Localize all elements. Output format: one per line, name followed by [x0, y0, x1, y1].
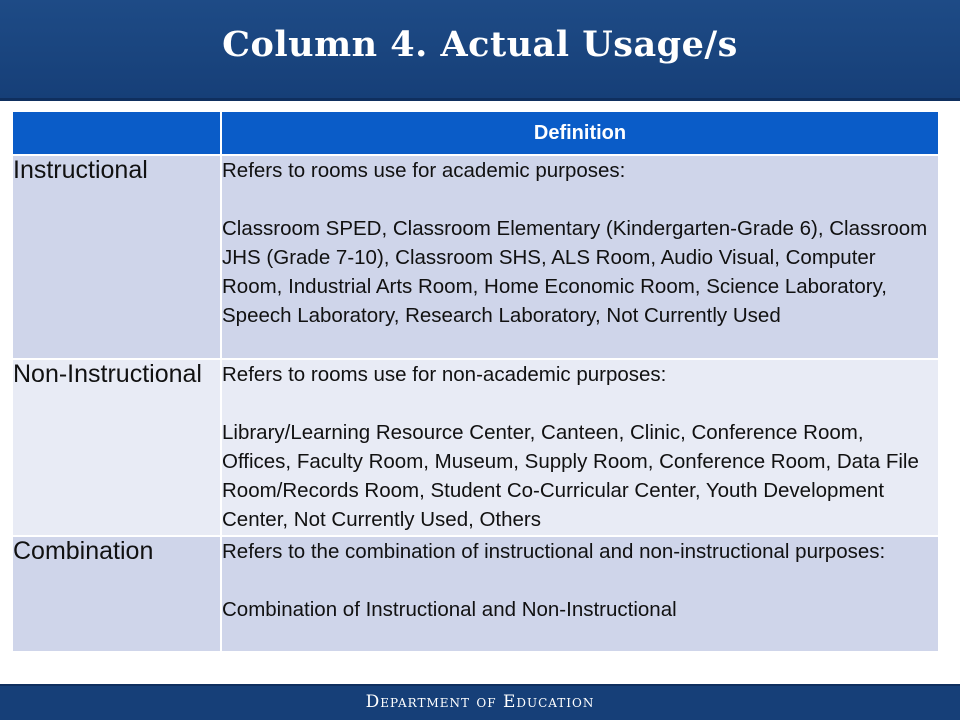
row-term: Non-Instructional — [12, 359, 221, 536]
definition-column-header: Definition — [221, 111, 939, 155]
row-definition — [221, 536, 939, 652]
slide-title: Column 4. Actual Usage/s — [222, 24, 738, 65]
definition-intro: Refers to rooms use for non-academic purposes: — [222, 363, 667, 386]
row-term: Instructional — [12, 155, 221, 359]
footer-text: Department of Education — [365, 692, 595, 712]
table-header-row — [12, 111, 939, 155]
term-column-header — [12, 111, 221, 155]
table-row — [12, 155, 939, 359]
definition-table — [11, 110, 940, 653]
footer-bar — [0, 684, 960, 720]
table-row — [12, 359, 939, 536]
definition-details: Classroom SPED, Classroom Elementary (Kindergarten-Grade 6), Classroom JHS (Grade 7-10), Classroom SHS, ALS Room, Audio Visual, Computer Room, Industrial Arts Room, Home Economic Room, Science Laboratory, Speech Laboratory, Research Laboratory, Not Currently Used — [222, 217, 928, 328]
title-bar-rule — [0, 98, 960, 101]
row-term: Combination — [12, 536, 221, 652]
row-definition — [221, 359, 939, 536]
definition-details: Library/Learning Resource Center, Canteen, Clinic, Conference Room, Offices, Faculty Room, Museum, Supply Room, Conference Room, Data File Room/Records Room, Student Co-Curricular Center, Youth Development Center, Not Currently Used, Others — [222, 421, 919, 532]
table-row — [12, 536, 939, 652]
definition-details: Combination of Instructional and Non-Instructional — [222, 597, 677, 621]
definition-intro: Refers to the combination of instructional and non-instructional purposes: — [222, 539, 886, 563]
row-definition — [221, 155, 939, 359]
definition-intro: Refers to rooms use for academic purposes: — [222, 159, 626, 182]
